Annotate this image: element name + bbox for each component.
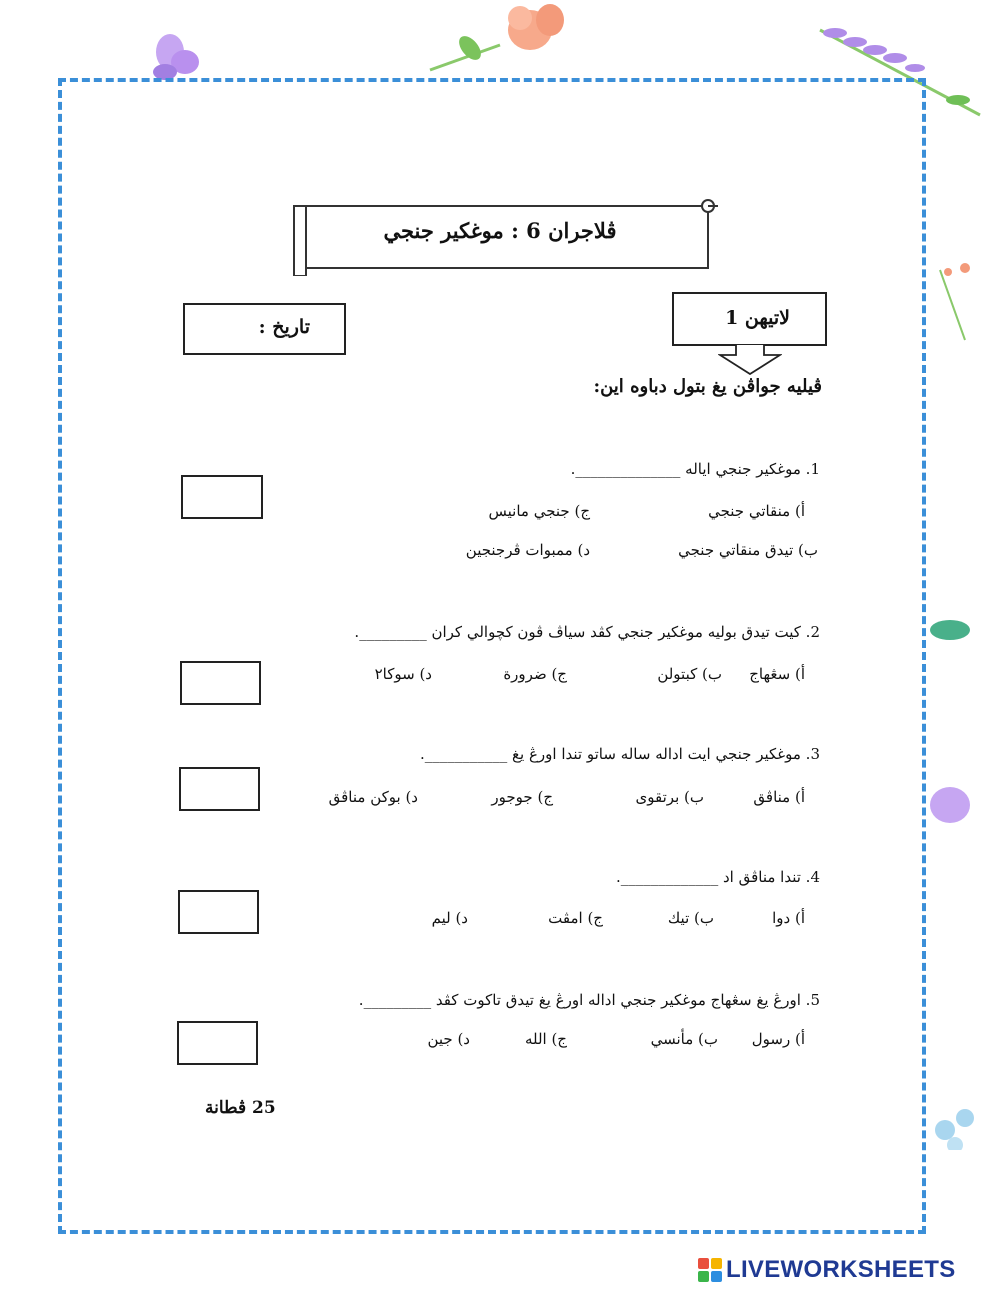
- question-5-option-c[interactable]: ج) الله: [524, 1030, 567, 1048]
- brand-text: LIVEWORKSHEETS: [726, 1256, 956, 1283]
- question-2-option-d[interactable]: د) سوكا٢: [374, 665, 432, 683]
- question-4-option-d[interactable]: د) ليم: [431, 909, 468, 927]
- question-3-option-c[interactable]: ج) جوجور: [491, 788, 553, 806]
- liveworksheets-brand[interactable]: [698, 1256, 956, 1284]
- question-2-option-c[interactable]: ج) ضرورة: [503, 665, 567, 683]
- purple-flower-icon: [930, 787, 970, 823]
- question-5-option-b[interactable]: ب) مأنسي: [650, 1030, 718, 1048]
- flower-decoration-right: [920, 250, 1000, 1150]
- date-label: تاريخ :: [258, 316, 310, 338]
- instruction-text: ڤيليه جواڤن يغ بتول دباوه اين:: [593, 376, 822, 397]
- question-5-option-a[interactable]: أ) رسول: [751, 1030, 805, 1048]
- blue-flower-icon: [935, 1109, 974, 1150]
- question-3-text: 3. موغکير جنجي ايت اداله ساله ساتو تندا اورڠ يغ ___________.: [420, 745, 820, 763]
- question-2-option-b[interactable]: ب) كبتولن: [657, 665, 722, 683]
- orange-flower-icon: [430, 4, 564, 70]
- question-1-text: 1. موغکير جنجي اياله ______________.: [570, 460, 820, 478]
- question-2-text: 2. كيت تيدق بوليه موغکير جنجي كڤد سياڤ ڤون كچوالي كران _________.: [354, 623, 820, 641]
- leaf-icon: [930, 620, 970, 640]
- question-1-option-a[interactable]: أ) منقاتي جنجي: [708, 502, 805, 520]
- answer-box-3[interactable]: [179, 767, 260, 811]
- answer-box-4[interactable]: [178, 890, 259, 934]
- page-title: ڤلاجران 6 : موغکير جنجي: [383, 218, 617, 243]
- question-3-option-d[interactable]: د) بوكن مناڤق: [328, 788, 418, 806]
- question-4-option-c[interactable]: ج) امڤت: [548, 909, 603, 927]
- purple-flower-icon: [153, 34, 199, 80]
- question-5-text: 5. اورڠ يغ سڠهاج موغکير جنجي اداله اورڠ يغ تيدق تاكوت كڤد _________.: [358, 991, 820, 1009]
- question-5-option-d[interactable]: د) جين: [427, 1030, 470, 1048]
- answer-box-1[interactable]: [181, 475, 263, 519]
- question-1-option-b[interactable]: ب) تيدق منقاتي جنجي: [678, 541, 818, 559]
- question-1-option-d[interactable]: د) ممبوات ڤرجنجين: [465, 541, 590, 559]
- question-2-option-a[interactable]: أ) سڠهاج: [749, 665, 805, 683]
- question-4-text: 4. تندا مناڤق اد _____________.: [615, 868, 820, 886]
- down-arrow-icon: [718, 345, 782, 375]
- exercise-label: لاتيهن 1: [725, 307, 790, 329]
- question-3-option-a[interactable]: أ) مناڤق: [753, 788, 805, 806]
- question-1-option-c[interactable]: ج) جنجي مانيس: [488, 502, 590, 520]
- question-3-option-b[interactable]: ب) برتقوى: [635, 788, 704, 806]
- small-flower-icon: [940, 263, 970, 340]
- answer-box-5[interactable]: [177, 1021, 258, 1065]
- question-4-option-b[interactable]: ب) تيك: [667, 909, 714, 927]
- question-4-option-a[interactable]: أ) دوا: [772, 909, 805, 927]
- answer-box-2[interactable]: [180, 661, 261, 705]
- liveworksheets-logo-icon: [698, 1258, 722, 1282]
- footer-label: 25 ڤطانة: [205, 1098, 276, 1118]
